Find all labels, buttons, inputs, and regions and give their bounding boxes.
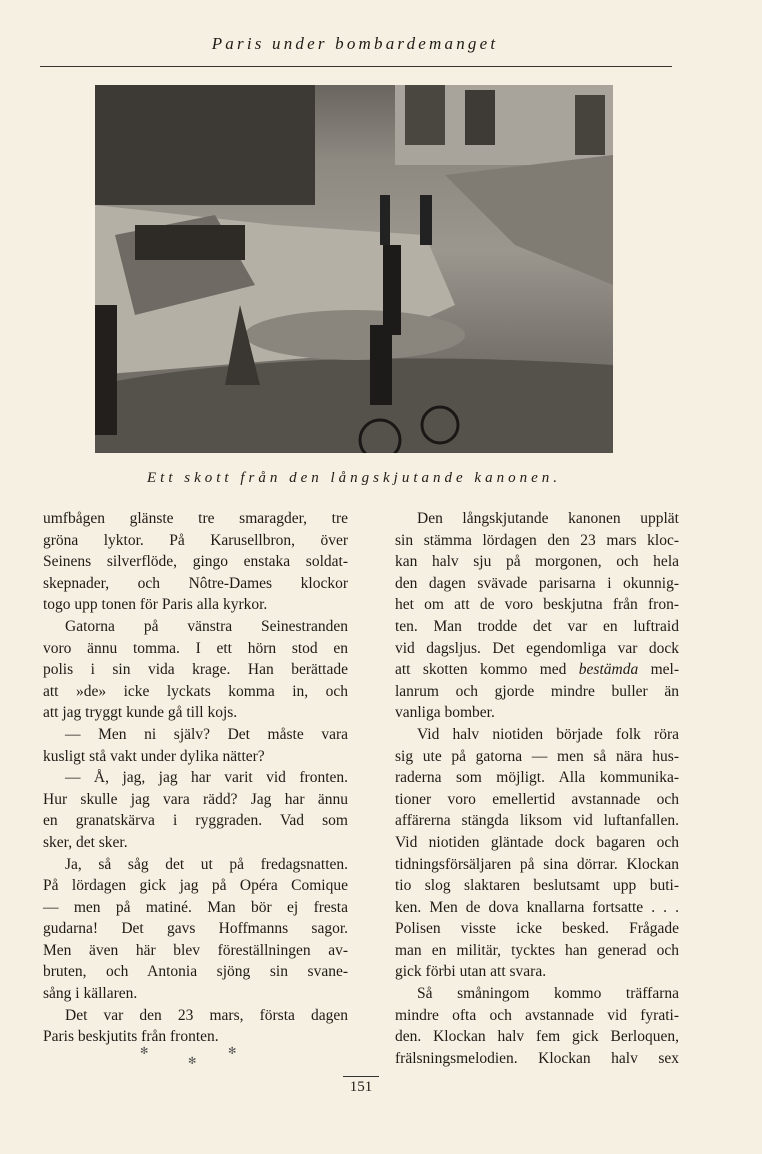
text-line bbox=[395, 659, 679, 681]
text-line bbox=[43, 1026, 348, 1048]
line-text: frälsningsmelodien. Klockan halv sex bbox=[395, 1049, 679, 1067]
line-text: togo upp tonen för Paris alla kyrkor. bbox=[43, 596, 268, 614]
line-text: polis i sin vida krage. Han berättade bbox=[43, 661, 348, 679]
text-line bbox=[395, 551, 679, 573]
text-line bbox=[43, 810, 348, 832]
text-line bbox=[43, 940, 348, 962]
line-text: Hur skulle jag vara rädd? Jag har ännu bbox=[43, 790, 348, 808]
text-line bbox=[395, 767, 679, 789]
text-line bbox=[43, 767, 348, 789]
line-text: — Men ni själv? Det måste vara bbox=[65, 725, 348, 743]
text-line bbox=[395, 854, 679, 876]
running-head: Paris under bombardemanget bbox=[211, 34, 499, 53]
text-line bbox=[395, 961, 679, 983]
text-line bbox=[43, 983, 348, 1005]
text-line bbox=[43, 551, 348, 573]
line-text: mindre ofta och avstannade vid fyrati- bbox=[395, 1006, 679, 1024]
text-line bbox=[43, 638, 348, 660]
line-text: den dagen svävade parisarna i okunnig- bbox=[395, 574, 679, 592]
line-text: tidningsförsäljaren på sina dörrar. Klockan bbox=[395, 855, 679, 873]
text-line bbox=[43, 961, 348, 983]
line-text: att skotten kommo med bbox=[395, 661, 579, 679]
line-text: tio slog slaktaren beslutsamt upp buti- bbox=[395, 877, 679, 895]
line-text: en granatskärva i ryggraden. Vad som bbox=[43, 812, 348, 830]
text-line bbox=[395, 983, 679, 1005]
line-text: affärerna stängda liksom vid luftanfallen. bbox=[395, 812, 679, 830]
line-text: vanliga bomber. bbox=[395, 704, 495, 722]
line-text: ten. Man trodde det var en luftraid bbox=[395, 617, 679, 635]
text-line bbox=[43, 573, 348, 595]
header-rule bbox=[40, 66, 672, 67]
text-line bbox=[395, 832, 679, 854]
line-text: På lördagen gick jag på Opéra Comique bbox=[43, 877, 348, 895]
line-text: bruten, och Antonia sjöng sin svane- bbox=[43, 963, 348, 981]
photograph-bombed-street bbox=[95, 85, 613, 453]
text-line bbox=[395, 616, 679, 638]
text-line bbox=[43, 789, 348, 811]
text-line bbox=[395, 875, 679, 897]
line-text: voro ännu tomma. I ett hörn stod en bbox=[43, 639, 348, 657]
text-line bbox=[43, 832, 348, 854]
text-line bbox=[43, 875, 348, 897]
line-text: skepnader, och Nôtre-Dames klockor bbox=[43, 574, 348, 592]
text-line bbox=[395, 594, 679, 616]
line-text-continued: mel- bbox=[638, 661, 679, 679]
text-line bbox=[395, 918, 679, 940]
line-text: att jag tryggt kunde gå till kojs. bbox=[43, 704, 238, 722]
line-text: ken. Men de dova knallarna fortsatte . . . bbox=[395, 898, 679, 916]
line-text: gick förbi utan att svara. bbox=[395, 963, 547, 981]
page-number-rule bbox=[343, 1076, 379, 1077]
line-text: — Å, jag, jag har varit vid fronten. bbox=[65, 769, 348, 787]
line-text: Vid halv niotiden började folk röra bbox=[417, 725, 679, 743]
text-line bbox=[43, 681, 348, 703]
line-text: Vid niotiden gläntade dock bagaren och bbox=[395, 833, 679, 851]
text-line bbox=[43, 508, 348, 530]
text-line bbox=[43, 918, 348, 940]
text-line bbox=[395, 810, 679, 832]
text-line bbox=[43, 854, 348, 876]
line-text: tioner voro emellertid avstannade och bbox=[395, 790, 679, 808]
text-line bbox=[395, 789, 679, 811]
line-text: Seinens silverflöde, gingo enstaka soldat- bbox=[43, 553, 348, 571]
line-text: sång i källaren. bbox=[43, 985, 138, 1003]
text-line bbox=[43, 530, 348, 552]
line-text: sig ute på gatorna — men så nära hus- bbox=[395, 747, 679, 765]
line-text: sin stämma lördagen den 23 mars kloc- bbox=[395, 531, 679, 549]
text-line bbox=[395, 940, 679, 962]
line-text: het om att de voro beskjutna från fron- bbox=[395, 596, 679, 614]
line-text: sker, det sker. bbox=[43, 833, 128, 851]
text-line bbox=[395, 1005, 679, 1027]
line-text: gudarna! Det gavs Hoffmanns sagor. bbox=[43, 920, 348, 938]
line-text: Det var den 23 mars, första dagen bbox=[65, 1006, 348, 1024]
text-line bbox=[395, 897, 679, 919]
line-text: — men på matiné. Man bör ej fresta bbox=[43, 898, 348, 916]
line-text: raderna som möjligt. Alla kommunika- bbox=[395, 769, 679, 787]
text-line bbox=[43, 659, 348, 681]
text-line bbox=[43, 724, 348, 746]
page-number: 151 bbox=[349, 1079, 373, 1095]
text-line bbox=[395, 573, 679, 595]
line-text: Men även här blev föreställningen av- bbox=[43, 941, 348, 959]
line-text: kusligt stå vakt under dylika nätter? bbox=[43, 747, 265, 765]
text-line bbox=[43, 594, 348, 616]
text-line bbox=[43, 616, 348, 638]
text-line bbox=[395, 530, 679, 552]
line-text: lanrum och gjorde mindre buller än bbox=[395, 682, 679, 700]
line-text: den. Klockan halv fem gick Berloquen, bbox=[395, 1028, 679, 1046]
photo-caption: Ett skott från den långskjutande kanonen. bbox=[147, 470, 561, 486]
line-text: gröna lyktor. På Karusellbron, över bbox=[43, 531, 348, 549]
text-line bbox=[395, 681, 679, 703]
line-text: Så småningom kommo träffarna bbox=[417, 985, 679, 1003]
text-line bbox=[395, 702, 679, 724]
text-line bbox=[395, 638, 679, 660]
line-text: att »de» icke lyckats komma in, och bbox=[43, 682, 348, 700]
line-text: Gatorna på vänstra Seinestranden bbox=[65, 617, 348, 635]
line-text: kan halv sju på morgonen, och hela bbox=[395, 553, 679, 571]
line-text: vid dagsljus. Det egendomliga var dock bbox=[395, 639, 679, 657]
line-text: Paris beskjutits från fronten. bbox=[43, 1028, 219, 1046]
text-line bbox=[43, 1005, 348, 1027]
text-line bbox=[395, 508, 679, 530]
italic-emphasis: bestämda bbox=[578, 661, 639, 679]
line-text: Den långskjutande kanonen upplät bbox=[417, 510, 679, 527]
text-line bbox=[43, 897, 348, 919]
line-text: Polisen visste icke besked. Frågade bbox=[395, 920, 679, 938]
text-line bbox=[43, 746, 348, 768]
left-column-text bbox=[43, 508, 348, 1048]
text-line bbox=[395, 746, 679, 768]
text-line bbox=[395, 1026, 679, 1048]
line-text: umfbågen glänste tre smaragder, tre bbox=[43, 510, 348, 527]
right-column-text bbox=[395, 508, 679, 1069]
line-text: man en militär, tycktes han generad och bbox=[395, 941, 679, 959]
text-line bbox=[43, 702, 348, 724]
text-line bbox=[395, 724, 679, 746]
text-line bbox=[395, 1048, 679, 1070]
line-text: Ja, så såg det ut på fredagsnatten. bbox=[65, 855, 348, 873]
photo-illustration bbox=[95, 85, 613, 453]
